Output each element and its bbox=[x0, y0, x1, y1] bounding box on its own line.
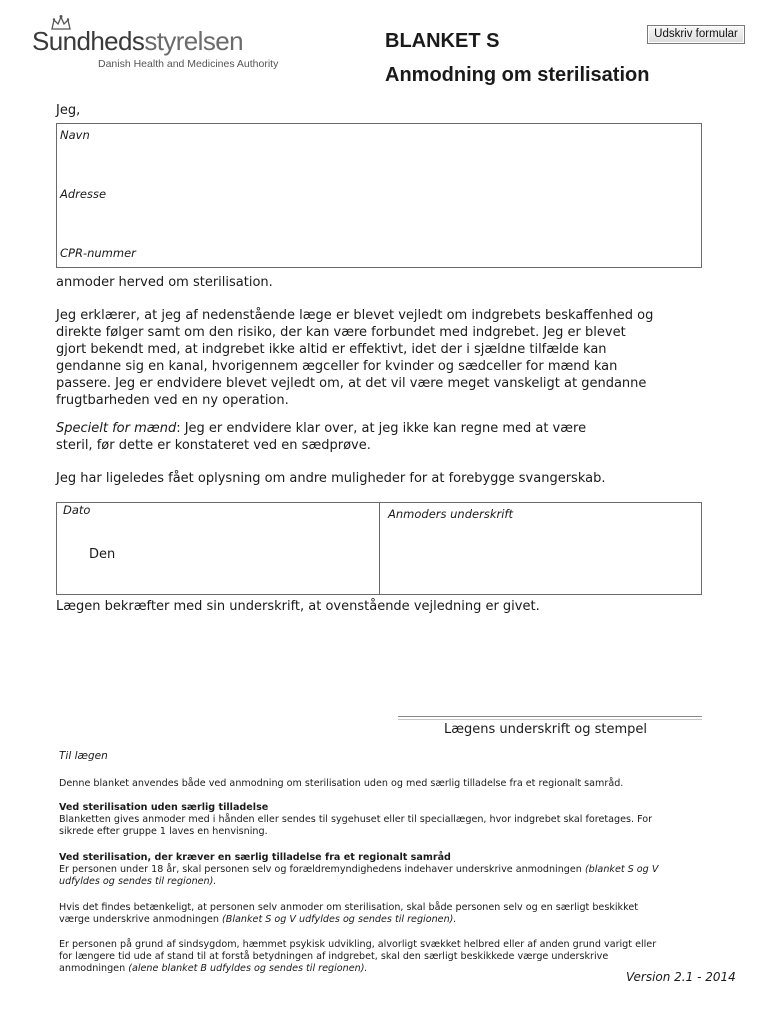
date-label: Dato bbox=[63, 503, 91, 517]
logo-subtitle: Danish Health and Medicines Authority bbox=[98, 58, 279, 70]
section-line: Er personen på grund af sindsygdom, hæmmet psykisk udvikling, alvorligt svækket helbred eller af anden grund varigt eller bbox=[59, 939, 657, 950]
intro-text: Jeg, bbox=[56, 103, 81, 118]
section-text: Er personen under 18 år, skal personen selv og forældremyndighedens indehaver underskrive anmodningen bbox=[59, 864, 585, 875]
to-doctor-intro: Denne blanket anvendes både ved anmodning om sterilisation uden og med særlig tilladelse fra et regionalt samråd. bbox=[59, 778, 624, 789]
declaration-line: direkte følger samt om den risiko, der kan være forbundet med indgrebet. Jeg er blevet bbox=[56, 325, 626, 340]
men-note-line: steril, før dette er konstateret ved en sædprøve. bbox=[56, 438, 371, 453]
men-note-line bbox=[56, 420, 586, 438]
section-text: anmodningen bbox=[59, 963, 129, 974]
doctor-signature-line bbox=[398, 716, 702, 717]
declaration-line: gendanne sig en kanal, hvorigennem ægceller for kvinder og sædceller for mænd kan bbox=[56, 359, 618, 374]
print-form-button[interactable]: Udskriv formular bbox=[647, 25, 745, 44]
section-heading: Ved sterilisation, der kræver en særlig tilladelse fra et regionalt samråd bbox=[59, 852, 451, 863]
address-label: Adresse bbox=[60, 187, 107, 201]
to-doctor-heading: Til lægen bbox=[59, 750, 108, 762]
declaration-line: passere. Jeg er endvidere blevet vejledt om, at det vil være meget vanskeligt at gendanne bbox=[56, 376, 647, 391]
den-label: Den bbox=[89, 547, 116, 562]
applicant-signature-label: Anmoders underskrift bbox=[388, 507, 513, 521]
section-heading: Ved sterilisation uden særlig tilladelse bbox=[59, 802, 269, 813]
logo-text-light: styrelsen bbox=[144, 26, 243, 56]
section-line bbox=[59, 914, 456, 926]
section-line bbox=[59, 864, 658, 876]
name-label: Navn bbox=[60, 128, 90, 142]
section-note: udfyldes og sendes til regionen). bbox=[59, 876, 217, 887]
request-text: anmoder herved om sterilisation. bbox=[56, 275, 273, 290]
cpr-label: CPR-nummer bbox=[60, 246, 136, 260]
men-note-lead: Specielt for mænd bbox=[56, 421, 177, 436]
section-line: Blanketten gives anmoder med i hånden eller sendes til sygehuset eller til speciallægen, hvor indgrebet skal foretages. For bbox=[59, 814, 653, 825]
box-divider bbox=[379, 502, 380, 595]
doctor-signature-label: Lægens underskrift og stempel bbox=[444, 722, 648, 737]
logo-wordmark bbox=[32, 26, 243, 57]
section-line: sikrede efter gruppe 1 laves en henvisning. bbox=[59, 826, 268, 837]
name-field[interactable] bbox=[58, 146, 698, 182]
version-label: Version 2.1 - 2014 bbox=[626, 970, 736, 984]
info-text: Jeg har ligeledes fået oplysning om andre muligheder for at forebygge svangerskab. bbox=[56, 471, 606, 486]
page-title: Anmodning om sterilisation bbox=[385, 64, 650, 86]
section-text: værge underskrive anmodningen bbox=[59, 914, 223, 925]
cpr-field[interactable] bbox=[150, 244, 698, 264]
doctor-confirm-text: Lægen bekræfter med sin underskrift, at ovenstående vejledning er givet. bbox=[56, 599, 540, 614]
section-note: (blanket S og V bbox=[584, 864, 659, 875]
logo-text-dark: Sundheds bbox=[32, 26, 145, 56]
section-line bbox=[59, 963, 368, 975]
section-line: for længere tid ude af stand til at forstå betydningen af indgrebet, skal den særligt beskikkede værge underskrive bbox=[59, 951, 609, 962]
section-line: Hvis det findes betænkeligt, at personen selv anmoder om sterilisation, skal både personen selv og en særligt beskikket bbox=[59, 902, 638, 913]
doctor-signature-line-shadow bbox=[398, 719, 702, 720]
men-note-text: : Jeg er endvidere klar over, at jeg ikke kan regne med at være bbox=[176, 421, 587, 436]
declaration-line: frugtbarheden ved en ny operation. bbox=[56, 393, 289, 408]
form-code: BLANKET S bbox=[385, 30, 500, 52]
section-note: (Blanket S og V udfyldes og sendes til regionen). bbox=[222, 914, 457, 925]
applicant-signature-field[interactable] bbox=[382, 526, 698, 592]
declaration-line: gjort bekendt med, at indgrebet ikke altid er effektivt, idet der i sjældne tilfælde kan bbox=[56, 342, 607, 357]
section-note: (alene blanket B udfyldes og sendes til regionen). bbox=[128, 963, 368, 974]
date-field[interactable] bbox=[124, 542, 374, 566]
address-field[interactable] bbox=[58, 205, 698, 241]
declaration-line: Jeg erklærer, at jeg af nedenstående læge er blevet vejledt om indgrebets beskaffenhed og bbox=[56, 308, 654, 323]
